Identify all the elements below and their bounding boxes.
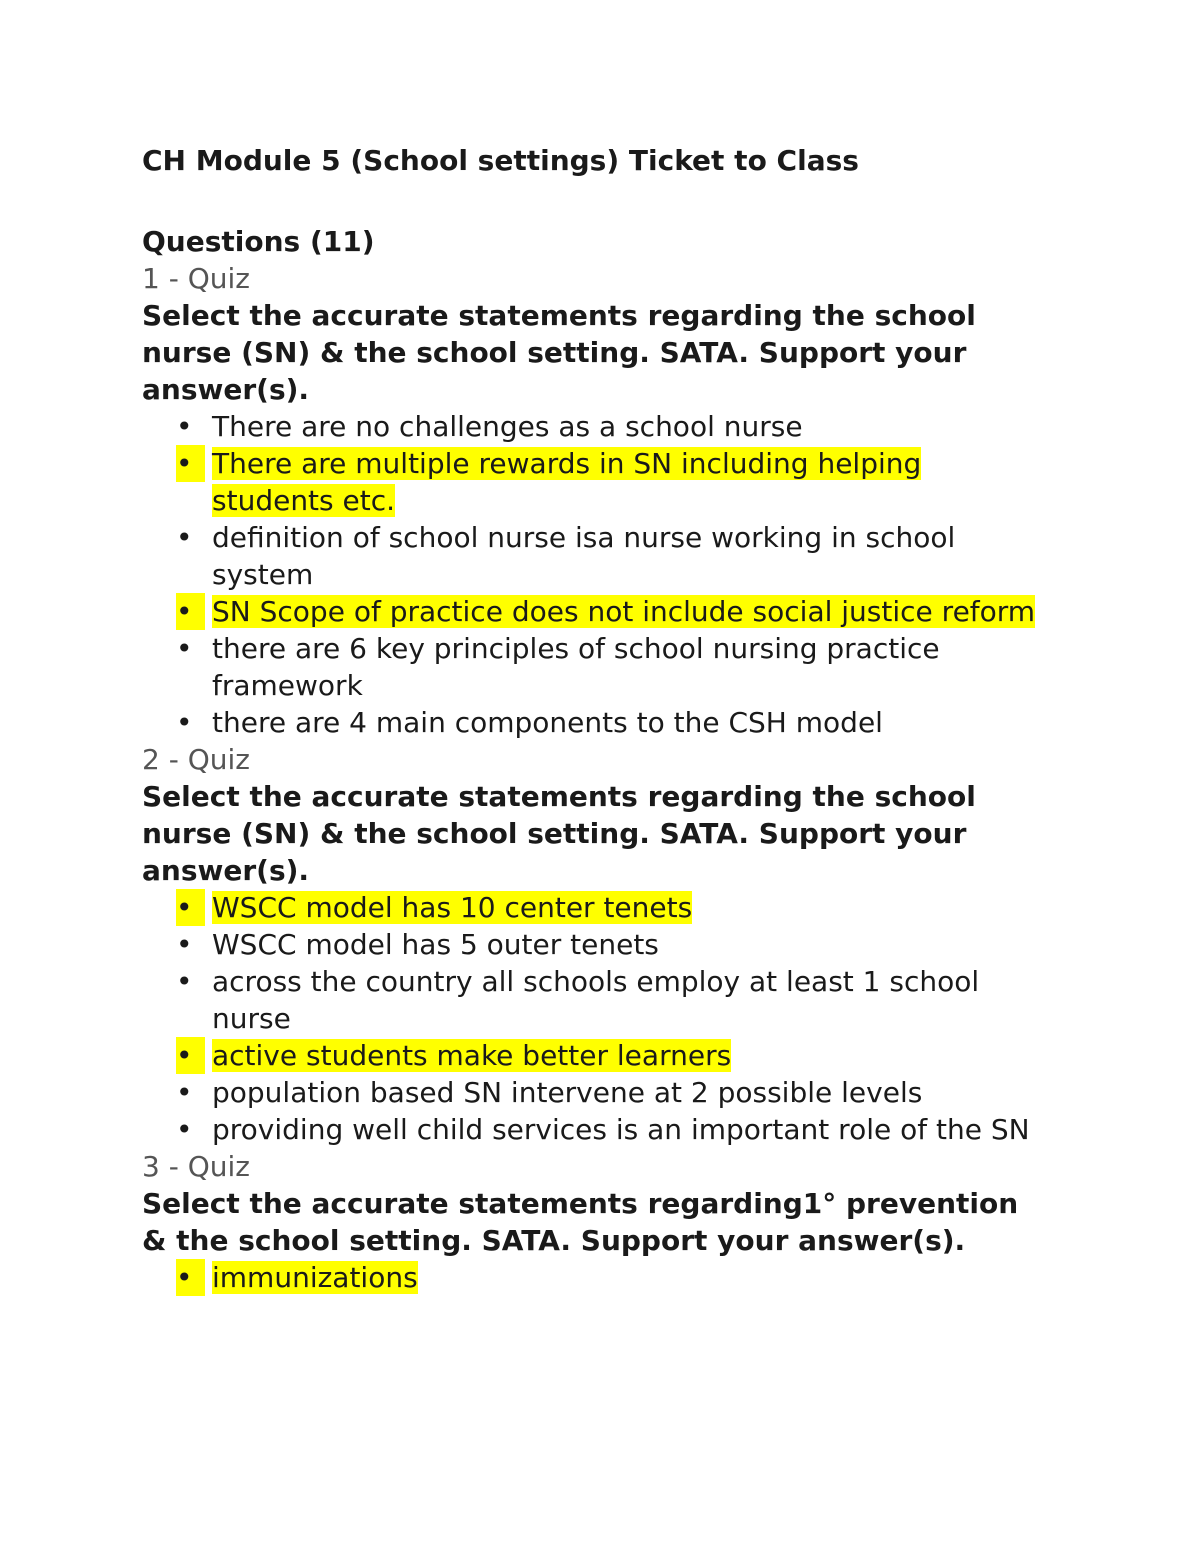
bullet-icon: •: [176, 593, 205, 630]
answer-text: active students make better learners: [212, 1039, 732, 1072]
question-text: Select the accurate statements regarding1° prevention & the school setting. SATA. Support your answer(s).: [142, 1187, 1019, 1257]
quiz-label: 3 - Quiz: [142, 1150, 250, 1183]
answer-list: [142, 1259, 1042, 1296]
answer-text: WSCC model has 5 outer tenets: [212, 928, 659, 961]
bullet-icon: •: [176, 521, 193, 554]
question-text: Select the accurate statements regarding the school nurse (SN) & the school setting. SATA. Support your answer(s).: [142, 780, 976, 887]
answer-item: [142, 1037, 1042, 1074]
bullet-icon: •: [176, 1259, 205, 1296]
answer-text: There are no challenges as a school nurse: [212, 410, 803, 443]
question-block-2: [142, 741, 1042, 1148]
answer-item: [142, 593, 1042, 630]
answer-item: [142, 519, 1042, 593]
bullet-icon: •: [176, 928, 193, 961]
document-page: [142, 142, 1042, 1296]
answer-text: There are multiple rewards in SN including helping students etc.: [212, 447, 922, 517]
bullet-icon: •: [176, 1113, 193, 1146]
bullet-icon: •: [176, 889, 205, 926]
answer-item: [142, 704, 1042, 741]
quiz-label: 2 - Quiz: [142, 743, 250, 776]
answer-item: [142, 408, 1042, 445]
answer-item: [142, 1074, 1042, 1111]
answer-list: [142, 408, 1042, 741]
bullet-icon: •: [176, 632, 193, 665]
bullet-icon: •: [176, 1037, 205, 1074]
answer-list: [142, 889, 1042, 1148]
answer-text: immunizations: [212, 1261, 418, 1294]
question-block-3: [142, 1148, 1042, 1296]
bullet-icon: •: [176, 445, 205, 482]
answer-text: there are 4 main components to the CSH model: [212, 706, 883, 739]
questions-heading: Questions (11): [142, 225, 375, 258]
answer-text: population based SN intervene at 2 possible levels: [212, 1076, 923, 1109]
bullet-icon: •: [176, 1076, 193, 1109]
answer-item: [142, 926, 1042, 963]
answer-item: [142, 445, 1042, 519]
answer-item: [142, 889, 1042, 926]
answer-text: WSCC model has 10 center tenets: [212, 891, 693, 924]
answer-item: [142, 963, 1042, 1037]
quiz-label: 1 - Quiz: [142, 262, 250, 295]
question-block-1: [142, 260, 1042, 741]
answer-text: across the country all schools employ at least 1 school nurse: [212, 965, 980, 1035]
document-title: CH Module 5 (School settings) Ticket to Class: [142, 144, 859, 177]
answer-item: [142, 630, 1042, 704]
answer-text: there are 6 key principles of school nursing practice framework: [212, 632, 940, 702]
answer-text: SN Scope of practice does not include social justice reform: [212, 595, 1036, 628]
answer-item: [142, 1111, 1042, 1148]
answer-text: definition of school nurse isa nurse working in school system: [212, 521, 956, 591]
bullet-icon: •: [176, 410, 193, 443]
bullet-icon: •: [176, 965, 193, 998]
answer-item: [142, 1259, 1042, 1296]
bullet-icon: •: [176, 706, 193, 739]
question-text: Select the accurate statements regarding the school nurse (SN) & the school setting. SATA. Support your answer(s).: [142, 299, 976, 406]
answer-text: providing well child services is an important role of the SN: [212, 1113, 1030, 1146]
